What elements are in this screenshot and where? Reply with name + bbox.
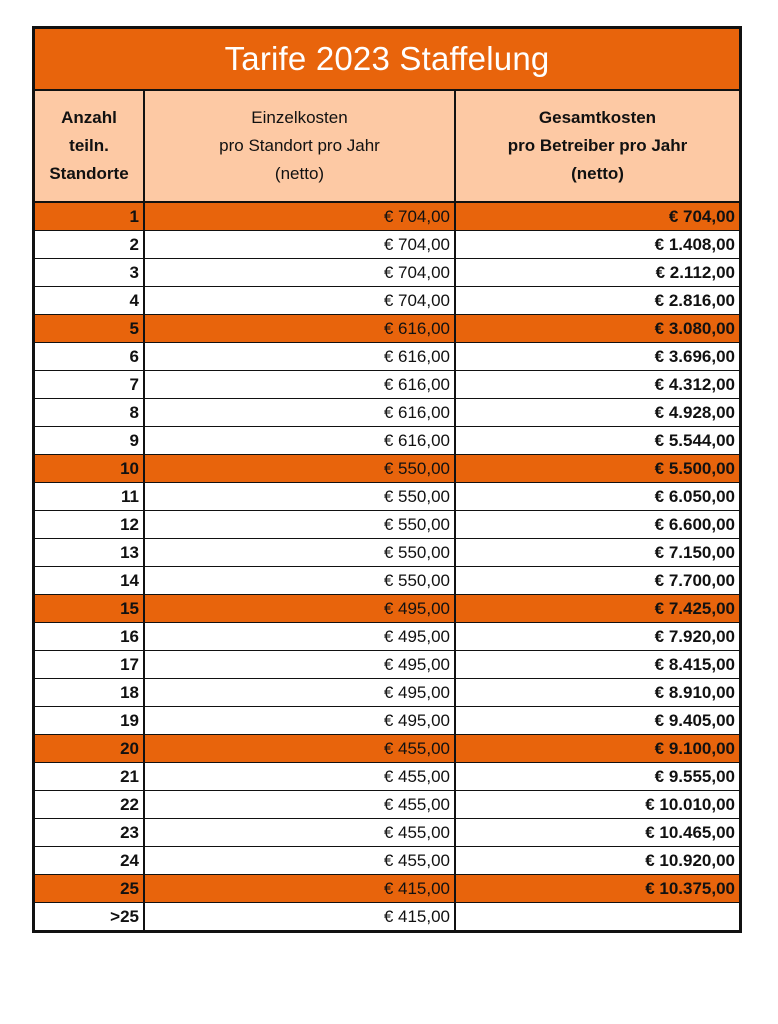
cell-gesamtkosten	[455, 903, 739, 931]
header-anzahl-line: Standorte	[49, 164, 129, 183]
cell-gesamtkosten: € 7.425,00	[455, 595, 739, 623]
cell-anzahl: 25	[35, 875, 144, 903]
cell-gesamtkosten: € 4.928,00	[455, 399, 739, 427]
table-row	[35, 819, 739, 847]
header-einzelkosten-line: Einzelkosten	[251, 108, 348, 127]
table-row	[35, 259, 739, 287]
table-row	[35, 287, 739, 315]
cell-anzahl: 15	[35, 595, 144, 623]
cell-anzahl: 9	[35, 427, 144, 455]
cell-einzelkosten: € 455,00	[144, 791, 455, 819]
table-row	[35, 707, 739, 735]
cell-gesamtkosten: € 10.465,00	[455, 819, 739, 847]
table-row	[35, 202, 739, 231]
cell-einzelkosten: € 550,00	[144, 539, 455, 567]
cell-anzahl: 19	[35, 707, 144, 735]
cell-gesamtkosten: € 10.920,00	[455, 847, 739, 875]
cell-einzelkosten: € 550,00	[144, 567, 455, 595]
cell-einzelkosten: € 455,00	[144, 847, 455, 875]
cell-anzahl: 24	[35, 847, 144, 875]
cell-einzelkosten: € 704,00	[144, 231, 455, 259]
cell-anzahl: 18	[35, 679, 144, 707]
cell-einzelkosten: € 455,00	[144, 763, 455, 791]
cell-anzahl: 14	[35, 567, 144, 595]
cell-gesamtkosten: € 10.010,00	[455, 791, 739, 819]
table-row	[35, 539, 739, 567]
cell-gesamtkosten: € 9.100,00	[455, 735, 739, 763]
header-einzelkosten-line: pro Standort pro Jahr	[219, 136, 380, 155]
header-anzahl-line: Anzahl	[61, 108, 117, 127]
cell-einzelkosten: € 616,00	[144, 427, 455, 455]
header-gesamtkosten-line: pro Betreiber pro Jahr	[507, 136, 688, 155]
table-row	[35, 427, 739, 455]
cell-einzelkosten: € 495,00	[144, 707, 455, 735]
header-gesamtkosten	[455, 91, 739, 202]
cell-einzelkosten: € 495,00	[144, 623, 455, 651]
table-row	[35, 595, 739, 623]
cell-anzahl: 4	[35, 287, 144, 315]
table-row	[35, 399, 739, 427]
cell-gesamtkosten: € 1.408,00	[455, 231, 739, 259]
table-row	[35, 679, 739, 707]
table-row	[35, 763, 739, 791]
cell-gesamtkosten: € 2.816,00	[455, 287, 739, 315]
cell-einzelkosten: € 704,00	[144, 202, 455, 231]
table-row	[35, 231, 739, 259]
table-row	[35, 343, 739, 371]
cell-gesamtkosten: € 7.700,00	[455, 567, 739, 595]
cell-anzahl: 17	[35, 651, 144, 679]
table-header-row	[35, 91, 739, 202]
cell-einzelkosten: € 550,00	[144, 483, 455, 511]
cell-einzelkosten: € 550,00	[144, 455, 455, 483]
header-anzahl-line: teiln.	[69, 136, 109, 155]
cell-anzahl: 5	[35, 315, 144, 343]
table-row	[35, 735, 739, 763]
cell-gesamtkosten: € 9.405,00	[455, 707, 739, 735]
table-row	[35, 371, 739, 399]
cell-gesamtkosten: € 8.415,00	[455, 651, 739, 679]
cell-gesamtkosten: € 6.050,00	[455, 483, 739, 511]
sheet-title: Tarife 2023 Staffelung	[35, 29, 739, 91]
cell-anzahl: 8	[35, 399, 144, 427]
table-row	[35, 847, 739, 875]
cell-anzahl: 20	[35, 735, 144, 763]
cell-anzahl: 22	[35, 791, 144, 819]
cell-anzahl: 16	[35, 623, 144, 651]
table-row	[35, 791, 739, 819]
cell-gesamtkosten: € 5.500,00	[455, 455, 739, 483]
table-body	[35, 202, 739, 930]
cell-einzelkosten: € 616,00	[144, 371, 455, 399]
cell-anzahl: 13	[35, 539, 144, 567]
cell-einzelkosten: € 415,00	[144, 903, 455, 931]
cell-anzahl: 3	[35, 259, 144, 287]
cell-gesamtkosten: € 7.920,00	[455, 623, 739, 651]
cell-gesamtkosten: € 7.150,00	[455, 539, 739, 567]
header-einzelkosten-line: (netto)	[274, 164, 325, 183]
table-row	[35, 623, 739, 651]
table-row	[35, 511, 739, 539]
cell-anzahl: 12	[35, 511, 144, 539]
header-anzahl	[35, 91, 144, 202]
table-row	[35, 875, 739, 903]
cell-anzahl: 21	[35, 763, 144, 791]
cell-einzelkosten: € 495,00	[144, 679, 455, 707]
table-row	[35, 651, 739, 679]
cell-einzelkosten: € 455,00	[144, 735, 455, 763]
cell-gesamtkosten: € 8.910,00	[455, 679, 739, 707]
cell-einzelkosten: € 495,00	[144, 651, 455, 679]
cell-gesamtkosten: € 9.555,00	[455, 763, 739, 791]
cell-gesamtkosten: € 10.375,00	[455, 875, 739, 903]
cell-einzelkosten: € 455,00	[144, 819, 455, 847]
cell-anzahl: >25	[35, 903, 144, 931]
header-gesamtkosten-line: (netto)	[571, 164, 624, 183]
cell-einzelkosten: € 415,00	[144, 875, 455, 903]
cell-anzahl: 10	[35, 455, 144, 483]
cell-gesamtkosten: € 6.600,00	[455, 511, 739, 539]
table-row	[35, 455, 739, 483]
cell-anzahl: 2	[35, 231, 144, 259]
cell-gesamtkosten: € 4.312,00	[455, 371, 739, 399]
cell-anzahl: 1	[35, 202, 144, 231]
cell-einzelkosten: € 616,00	[144, 399, 455, 427]
table-row	[35, 567, 739, 595]
cell-einzelkosten: € 704,00	[144, 259, 455, 287]
table-row	[35, 483, 739, 511]
cell-einzelkosten: € 704,00	[144, 287, 455, 315]
cell-anzahl: 7	[35, 371, 144, 399]
header-gesamtkosten-line: Gesamtkosten	[538, 108, 657, 127]
table-row	[35, 903, 739, 931]
cell-anzahl: 6	[35, 343, 144, 371]
cell-einzelkosten: € 616,00	[144, 315, 455, 343]
tariff-sheet	[32, 26, 742, 933]
cell-gesamtkosten: € 704,00	[455, 202, 739, 231]
header-einzelkosten	[144, 91, 455, 202]
cell-gesamtkosten: € 3.080,00	[455, 315, 739, 343]
cell-einzelkosten: € 550,00	[144, 511, 455, 539]
cell-einzelkosten: € 616,00	[144, 343, 455, 371]
table-row	[35, 315, 739, 343]
cell-gesamtkosten: € 5.544,00	[455, 427, 739, 455]
cell-anzahl: 23	[35, 819, 144, 847]
tariff-table	[35, 91, 739, 930]
cell-anzahl: 11	[35, 483, 144, 511]
cell-gesamtkosten: € 2.112,00	[455, 259, 739, 287]
cell-einzelkosten: € 495,00	[144, 595, 455, 623]
cell-gesamtkosten: € 3.696,00	[455, 343, 739, 371]
